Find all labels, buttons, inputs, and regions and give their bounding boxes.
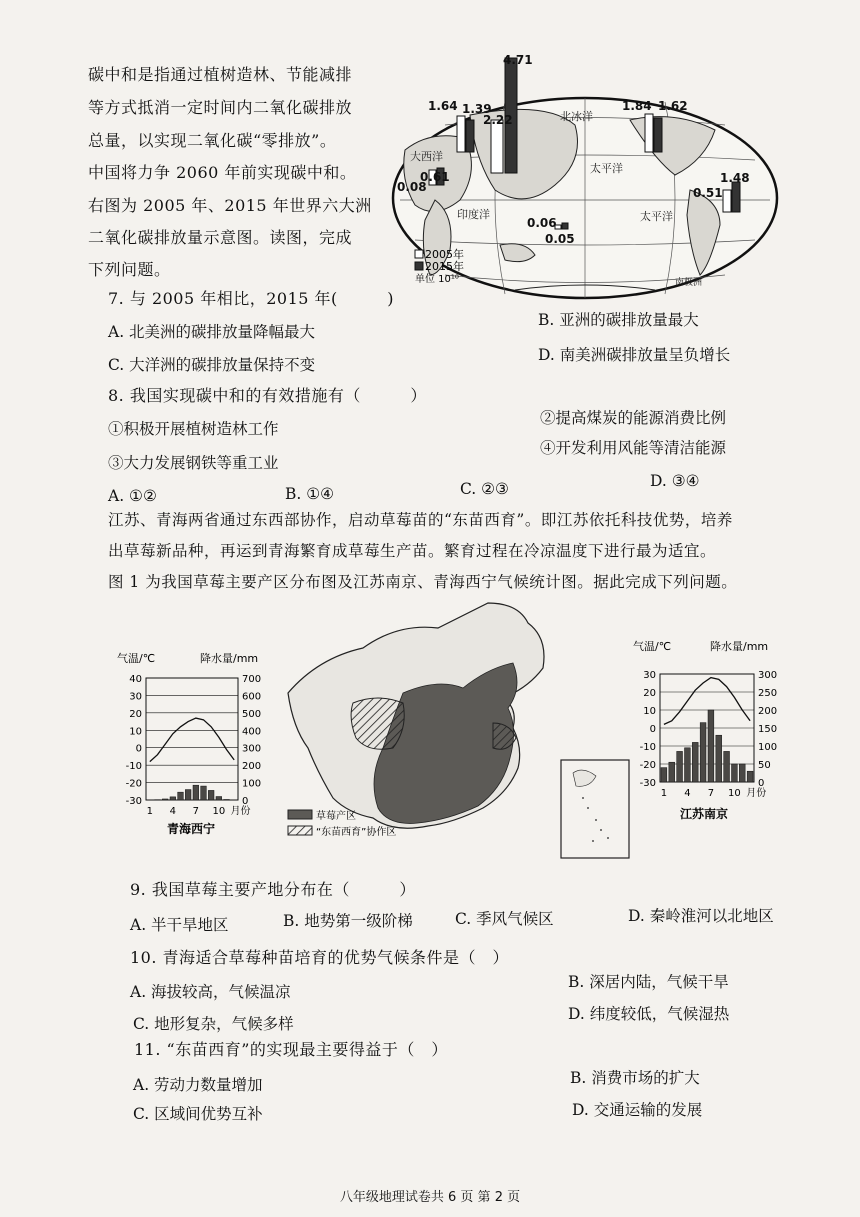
ocean-label: 太平洋: [590, 162, 623, 175]
intro-line: 碳中和是指通过植树造林、节能减排: [88, 65, 353, 84]
y-left-tick-label: 20: [129, 708, 142, 720]
y-right-tick-label: 700: [242, 674, 262, 685]
x-tick-label: 1: [660, 788, 668, 799]
value-label: 0.61: [420, 170, 450, 184]
xining-plot-area: [126, 674, 261, 817]
precipitation-bar: [178, 792, 184, 800]
precipitation-bar: [716, 735, 722, 782]
value-label: 1.48: [720, 171, 750, 185]
value-label: 4.71: [503, 53, 533, 67]
y-right-tick-label: 300: [758, 670, 778, 681]
nanjing-climate-chart: [630, 632, 810, 828]
y-left-tick-label: 10: [643, 706, 656, 717]
y-right-tick-label: 400: [242, 726, 262, 738]
legend-2015-label: 2015年: [425, 260, 464, 273]
y-right-tick-label: 500: [242, 708, 262, 720]
question-10-stem: 10. 青海适合草莓种苗培育的优势气候条件是（ ）: [130, 948, 510, 967]
intro-line: 等方式抵消一定时间内二氧化碳排放: [88, 98, 353, 117]
y-left-tick-label: 0: [135, 743, 142, 755]
y-left-tick-label: -10: [639, 742, 656, 753]
question-8-stem: 8. 我国实现碳中和的有效措施有（ ）: [108, 386, 427, 405]
q10-option-c[interactable]: C. 地形复杂，气候多样: [133, 1015, 294, 1033]
y-left-tick-label: -20: [639, 760, 656, 771]
intro2-line: 出草莓新品种，再运到青海繁育成草莓生产苗。繁育过程在冷凉温度下进行最为适宜。: [108, 542, 717, 560]
ocean-label: 太平洋: [640, 210, 673, 223]
continent-label: 南极洲: [675, 278, 703, 288]
x-tick-label: 7: [707, 788, 715, 799]
y-left-tick-label: -20: [125, 778, 142, 790]
page-footer: 八年级地理试卷共 6 页 第 2 页: [339, 1190, 521, 1205]
y-right-label: 降水量/mm: [710, 640, 769, 653]
legend-2015-swatch: [415, 262, 423, 270]
ocean-label: 大西洋: [410, 150, 443, 163]
bar-oceania-2015: [562, 223, 568, 229]
y-left-tick-label: -30: [125, 796, 142, 807]
value-label: 1.64: [428, 99, 458, 113]
precipitation-bar: [216, 797, 222, 800]
x-axis-unit: 月份: [746, 788, 767, 799]
q9-option-b[interactable]: B. 地势第一级阶梯: [283, 912, 413, 930]
question-7-stem: 7. 与 2005 年相比，2015 年( ): [108, 289, 395, 308]
precipitation-bar: [661, 768, 667, 782]
y-left-label: 气温/℃: [117, 652, 156, 665]
intro-line: 右图为 2005 年、2015 年世界六大洲: [88, 196, 372, 215]
precipitation-bar: [162, 799, 168, 800]
y-right-tick-label: 200: [242, 761, 262, 773]
y-right-tick-label: 200: [758, 706, 778, 717]
value-label: 0.06: [527, 216, 557, 230]
precipitation-bar: [208, 790, 214, 800]
precipitation-bar: [708, 710, 714, 782]
legend-2005-swatch: [415, 250, 423, 258]
plot-frame: [146, 678, 238, 800]
y-right-tick-label: 0: [758, 778, 765, 789]
y-left-tick-label: 30: [129, 691, 142, 703]
bar-europe-2015: [466, 120, 474, 152]
precipitation-bar: [685, 748, 691, 782]
china-strawberry-map: [278, 598, 638, 866]
bar-asia-2005: [491, 120, 503, 173]
ocean-label: 印度洋: [457, 208, 490, 221]
value-label: 0.08: [397, 180, 427, 194]
y-left-label: 气温/℃: [633, 640, 672, 653]
q8-statement-1: ①积极开展植树造林工作: [108, 420, 279, 438]
bar-samerica-2005: [723, 190, 731, 212]
value-label: 0.51: [693, 186, 723, 200]
bar-namerica-2015: [654, 118, 662, 152]
value-label: 1.39: [462, 102, 492, 116]
q8-statement-3: ③大力发展钢铁等重工业: [108, 454, 279, 472]
bar-namerica-2005: [645, 114, 653, 152]
y-left-tick-label: 40: [129, 674, 142, 685]
y-left-tick-label: 0: [649, 724, 656, 735]
legend-strawberry-swatch: [288, 810, 312, 819]
legend-coop-swatch: [288, 826, 312, 835]
precipitation-bar: [724, 751, 730, 782]
x-tick-label: 1: [146, 806, 154, 817]
legend-strawberry-label: 草莓产区: [316, 811, 356, 822]
x-tick-label: 4: [169, 806, 177, 817]
y-right-tick-label: 150: [758, 724, 778, 735]
q7-option-c[interactable]: C. 大洋洲的碳排放量保持不变: [108, 356, 316, 374]
legend-unit: 单位 10¹⁰: [415, 274, 459, 285]
value-label: 1.62: [658, 99, 688, 113]
world-emission-map: [375, 50, 780, 300]
q8-statement-2: ②提高煤炭的能源消费比例: [540, 409, 727, 427]
chart-title: 江苏南京: [680, 807, 729, 821]
y-right-tick-label: 300: [242, 743, 262, 755]
q11-option-c[interactable]: C. 区域间优势互补: [133, 1105, 263, 1123]
intro-line: 下列问题。: [88, 260, 171, 279]
ocean-label: 北冰洋: [560, 110, 593, 123]
x-axis-unit: 月份: [230, 806, 251, 817]
q7-option-d[interactable]: D. 南美洲碳排放量呈负增长: [538, 346, 731, 364]
nanjing-plot-area: [640, 670, 777, 799]
y-left-tick-label: 20: [643, 688, 656, 699]
y-left-tick-label: 30: [643, 670, 656, 681]
precipitation-bar: [700, 723, 706, 782]
x-tick-label: 7: [192, 806, 200, 817]
q11-option-a[interactable]: A. 劳动力数量增加: [133, 1076, 263, 1094]
intro-line: 二氧化碳排放量示意图。读图，完成: [88, 228, 353, 247]
q11-option-d[interactable]: D. 交通运输的发展: [572, 1101, 703, 1119]
legend-2005-label: 2005年: [425, 248, 464, 261]
y-left-tick-label: 10: [129, 726, 142, 738]
y-right-tick-label: 100: [242, 778, 262, 790]
bar-europe-2005: [457, 116, 465, 152]
precipitation-bar: [692, 742, 698, 782]
y-right-tick-label: 100: [758, 742, 778, 753]
value-label: 0.05: [545, 232, 575, 246]
q8-option-c[interactable]: C. ②③: [460, 480, 509, 498]
q10-option-b[interactable]: B. 深居内陆，气候干旱: [568, 973, 729, 991]
precipitation-bar: [747, 771, 753, 782]
y-left-tick-label: -10: [125, 761, 142, 773]
q8-option-d[interactable]: D. ③④: [650, 472, 700, 490]
precipitation-bar: [201, 786, 207, 800]
question-9-stem: 9. 我国草莓主要产地分布在（ ）: [130, 880, 416, 899]
q8-statement-4: ④开发利用风能等清洁能源: [540, 439, 727, 457]
q8-option-a[interactable]: A. ①②: [108, 487, 157, 505]
x-tick-label: 10: [728, 788, 741, 799]
chart-title: 青海西宁: [167, 822, 216, 836]
precipitation-bar: [677, 751, 683, 782]
precipitation-bar: [732, 764, 738, 782]
intro2-line: 图 1 为我国草莓主要产区分布图及江苏南京、青海西宁气候统计图。据此完成下列问题。: [108, 573, 738, 591]
q11-option-b[interactable]: B. 消费市场的扩大: [570, 1069, 700, 1087]
q7-option-a[interactable]: A. 北美洲的碳排放量降幅最大: [108, 323, 316, 341]
y-right-tick-label: 600: [242, 691, 262, 703]
intro-line: 中国将力争 2060 年前实现碳中和。: [88, 163, 357, 182]
precipitation-bar: [669, 762, 675, 782]
q9-option-c[interactable]: C. 季风气候区: [455, 910, 554, 928]
question-11-stem: 11. “东苗西育”的实现最主要得益于（ ）: [134, 1040, 448, 1059]
q8-option-b[interactable]: B. ①④: [285, 485, 335, 503]
intro-line: 总量，以实现二氧化碳“零排放”。: [88, 131, 337, 150]
value-label: 2.22: [483, 113, 513, 127]
legend-coop-label: “东苗西育”协作区: [316, 827, 397, 838]
x-tick-label: 4: [684, 788, 691, 799]
q9-option-a[interactable]: A. 半干旱地区: [130, 916, 229, 934]
q10-option-d[interactable]: D. 纬度较低，气候湿热: [568, 1005, 730, 1023]
q7-option-b[interactable]: B. 亚洲的碳排放量最大: [538, 311, 699, 329]
precipitation-bar: [185, 790, 191, 800]
y-right-tick-label: 0: [242, 796, 249, 807]
precipitation-bar: [224, 799, 230, 800]
value-label: 1.84: [622, 99, 652, 113]
y-left-tick-label: -30: [639, 778, 656, 789]
y-right-tick-label: 50: [758, 760, 771, 771]
south-china-sea-inset: [561, 760, 629, 858]
y-right-label: 降水量/mm: [200, 652, 259, 665]
temperature-line: [150, 718, 234, 762]
q9-option-d[interactable]: D. 秦岭淮河以北地区: [628, 907, 774, 925]
qinghai-coop-region: [351, 698, 404, 749]
y-right-tick-label: 250: [758, 688, 778, 699]
precipitation-bar: [193, 785, 199, 800]
intro2-line: 江苏、青海两省通过东西部协作，启动草莓苗的“东苗西育”。即江苏依托科技优势，培养: [108, 511, 733, 529]
precipitation-bar: [739, 764, 745, 782]
q10-option-a[interactable]: A. 海拔较高，气候温凉: [130, 983, 291, 1001]
x-tick-label: 10: [212, 806, 226, 817]
temperature-line: [664, 678, 750, 725]
bar-samerica-2015: [732, 182, 740, 212]
precipitation-bar: [170, 797, 176, 800]
